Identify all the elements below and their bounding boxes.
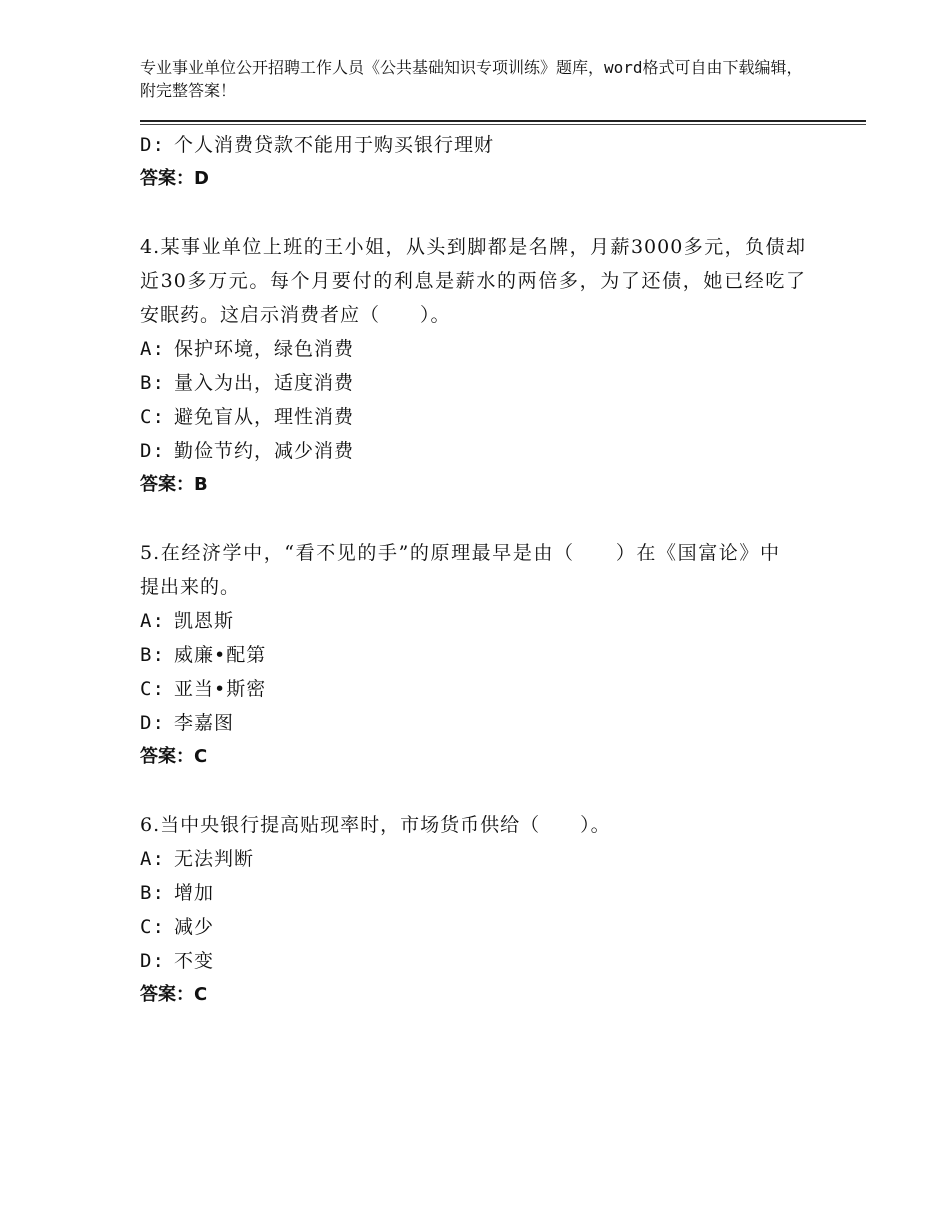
q6-option-c-label: C: xyxy=(140,916,165,938)
q5-option-c-label: C: xyxy=(140,678,165,700)
header-divider-thick xyxy=(140,120,866,122)
q4-option-a-text: 保护环境，绿色消费 xyxy=(174,338,355,360)
q6-option-a xyxy=(140,842,806,876)
q5-option-b-label: B: xyxy=(140,644,165,666)
q6-option-c-text: 减少 xyxy=(174,916,215,938)
q4-option-a-label: A: xyxy=(140,338,165,360)
q4-option-b xyxy=(140,366,806,400)
q5-option-a-label: A: xyxy=(140,610,165,632)
q4-option-c xyxy=(140,400,806,434)
q4-option-d-text: 勤俭节约，减少消费 xyxy=(174,440,355,462)
q5-option-d-label: D: xyxy=(140,712,165,734)
q6-option-d-label: D: xyxy=(140,950,165,972)
q6-option-b-text: 增加 xyxy=(174,882,215,904)
q6-option-d-text: 不变 xyxy=(174,950,215,972)
q4-option-c-label: C: xyxy=(140,406,165,428)
q5-option-b-text: 威廉•配第 xyxy=(174,644,267,666)
q5-option-b xyxy=(140,638,806,672)
q5-option-d xyxy=(140,706,806,740)
question-content xyxy=(140,126,806,1012)
spacer xyxy=(140,196,806,230)
document-header: 专业事业单位公开招聘工作人员《公共基础知识专项训练》题库，word格式可自由下载编辑，附完整答案！ xyxy=(140,58,803,100)
spacer xyxy=(140,774,806,808)
q5-answer: 答案：C xyxy=(140,746,208,767)
q4-option-c-text: 避免盲从，理性消费 xyxy=(174,406,355,428)
q6-option-a-label: A: xyxy=(140,848,165,870)
q6-option-c xyxy=(140,910,806,944)
q3-option-d-label: D: xyxy=(140,134,165,156)
q4-option-d-label: D: xyxy=(140,440,165,462)
q5-option-a-text: 凯恩斯 xyxy=(174,610,235,632)
q5-stem: 5.在经济学中，“看不见的手”的原理最早是由（ ）在《国富论》中提出来的。 xyxy=(140,542,780,598)
q5-option-c xyxy=(140,672,806,706)
header-divider-thin xyxy=(140,124,866,125)
q3-option-d-text: 个人消费贷款不能用于购买银行理财 xyxy=(174,134,495,156)
q4-stem: 4.某事业单位上班的王小姐，从头到脚都是名牌，月薪3000多元，负债却近30多万元。每个月要付的利息是薪水的两倍多，为了还债，她已经吃了安眠药。这启示消费者应（ ）。 xyxy=(140,236,806,326)
q6-option-b xyxy=(140,876,806,910)
q5-option-c-text: 亚当•斯密 xyxy=(174,678,267,700)
spacer xyxy=(140,502,806,536)
q5-option-a xyxy=(140,604,806,638)
q6-option-d xyxy=(140,944,806,978)
q6-answer: 答案：C xyxy=(140,984,208,1005)
q3-option-d xyxy=(140,128,806,162)
q6-option-a-text: 无法判断 xyxy=(174,848,255,870)
q4-option-b-text: 量入为出，适度消费 xyxy=(174,372,355,394)
q6-option-b-label: B: xyxy=(140,882,165,904)
q4-option-b-label: B: xyxy=(140,372,165,394)
q4-answer: 答案：B xyxy=(140,474,208,495)
q4-option-a xyxy=(140,332,806,366)
q4-option-d xyxy=(140,434,806,468)
q6-stem: 6.当中央银行提高贴现率时，市场货币供给（ ）。 xyxy=(140,814,611,836)
q5-option-d-text: 李嘉图 xyxy=(174,712,235,734)
q3-answer: 答案：D xyxy=(140,168,209,189)
